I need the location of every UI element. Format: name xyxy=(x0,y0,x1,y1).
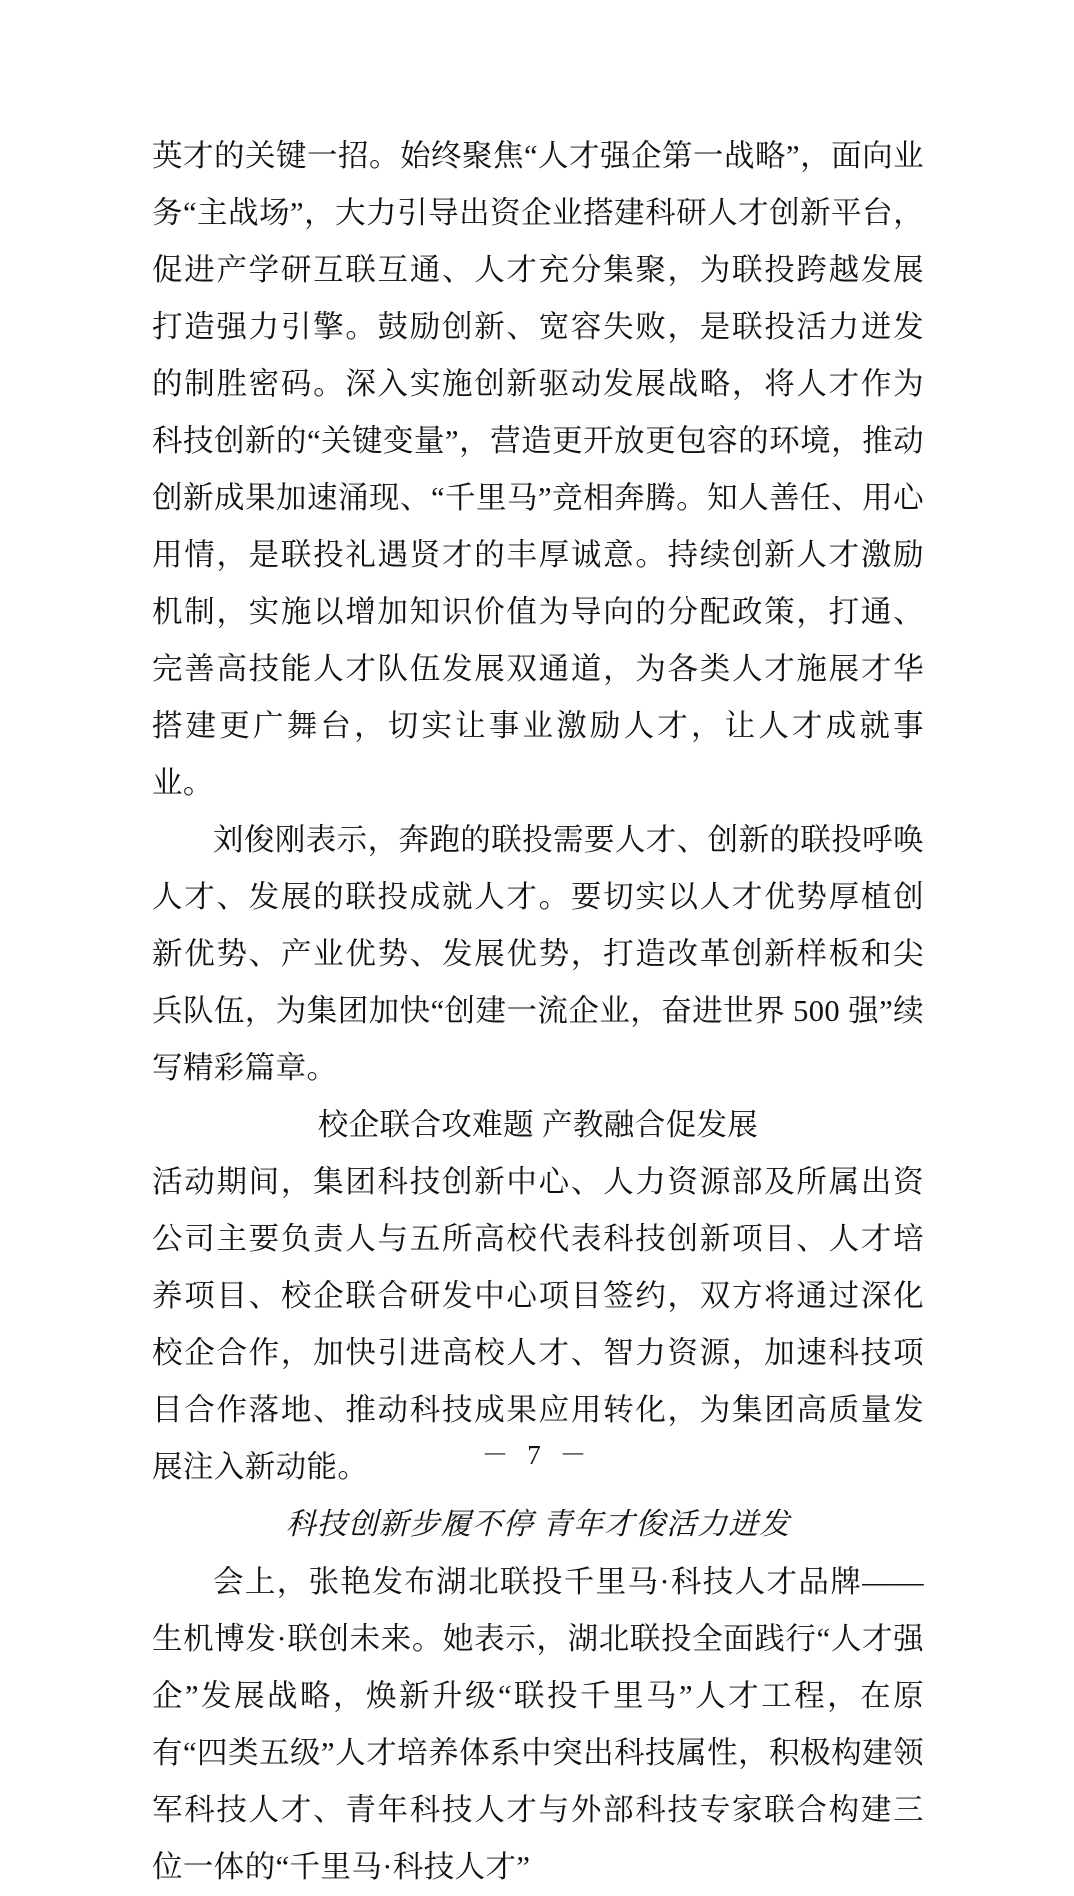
paragraph-activity-period: 活动期间，集团科技创新中心、人力资源部及所属出资公司主要负责人与五所高校代表科技创新项目、人才培养项目、校企联合研发中心项目签约，双方将通过深化校企合作，加快引进高校人才、智力资源，加速科技项目合作落地、推动科技成果应用转化，为集团高质量发展注入新动能。 xyxy=(152,1165,924,1484)
paragraph-liu-junggang: 刘俊刚表示，奔跑的联投需要人才、创新的联投呼唤人才、发展的联投成就人才。要切实以人才优势厚植创新优势、产业优势、发展优势，打造改革创新样板和尖兵队伍，为集团加快“创建一流企业，奋进世界 500 强”续写精彩篇章。 xyxy=(152,823,924,1085)
section-heading-tech-innovation: 科技创新步履不停 青年才俊活力迸发 xyxy=(285,1508,791,1541)
paragraph-continuation: 英才的关键一招。始终聚焦“人才强企第一战略”，面向业务“主战场”，大力引导出资企业搭建科研人才创新平台，促进产学研互联互通、人才充分集聚，为联投跨越发展打造强力引擎。鼓励创新、宽容失败，是联投活力迸发的制胜密码。深入实施创新驱动发展战略，将人才作为科技创新的“关键变量”，营造更开放更包容的环境，推动创新成果加速涌现、“千里马”竞相奔腾。知人善任、用心用情，是联投礼遇贤才的丰厚诚意。持续创新人才激励机制，实施以增加知识价值为导向的分配政策，打通、完善高技能人才队伍发展双通道，为各类人才施展才华搭建更广舞台，切实让事业激励人才，让人才成就事业。 xyxy=(152,139,924,800)
page-number: － 7 － xyxy=(481,1440,593,1470)
paragraph-zhang-yan: 会上，张艳发布湖北联投千里马·科技人才品牌——生机博发·联创未来。她表示，湖北联投全面践行“人才强企”发展战略，焕新升级“联投千里马”人才工程，在原有“四类五级”人才培养体系中突出科技属性，积极构建领军科技人才、青年科技人才与外部科技专家联合构建三位一体的“千里马·科技人才” xyxy=(152,1565,924,1884)
section-heading-school-enterprise: 校企联合攻难题 产教融合促发展 xyxy=(317,1108,759,1142)
